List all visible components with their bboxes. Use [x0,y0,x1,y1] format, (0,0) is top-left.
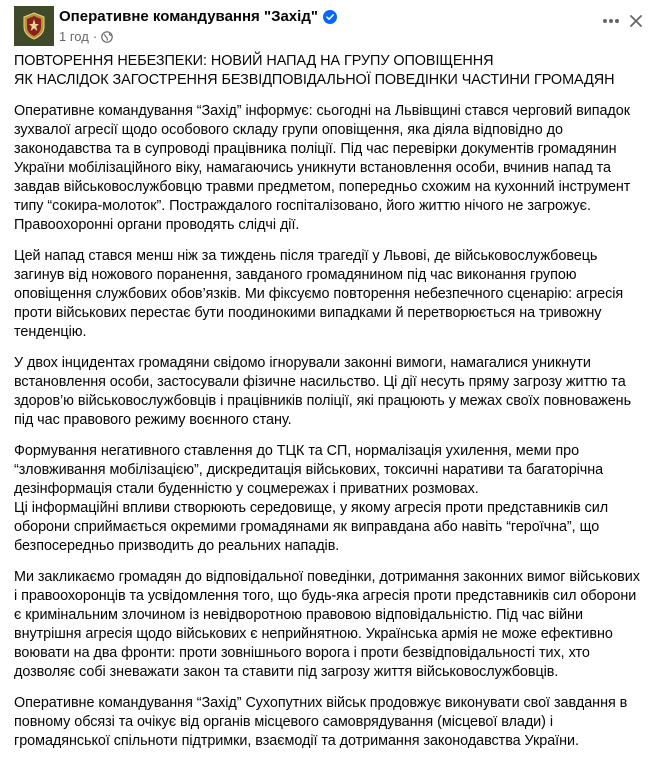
paragraph-4 [14,442,644,556]
headline-line-2: ЯК НАСЛІДОК ЗАГОСТРЕННЯ БЕЗВІДПОВІДАЛЬНОЇ ПОВЕДІНКИ ЧАСТИНИ ГРОМАДЯН [14,72,615,88]
paragraph-5: Ми закликаємо громадян до відповідальної поведінки, дотримання законних вимог військових і правоохоронців та усвідомлення того, що будь-яка агресія проти представників сил оборони є кримінальним злочином із невідворотною правовою відповідальністю. Під час війни внутрішня агресія щодо військових є неприйнятною. Українська армія не може ефективно воювати на два фронти: проти зовнішнього ворога і проти безвідповідальності тих, хто дозволяє собі зневажати закон та ставити під загрозу життя військовослужбовців. [14,569,640,680]
paragraph-6: Оперативне командування “Захід” Сухопутних військ продовжує виконувати свої завдання в повному обсязі та очікує від органів місцевого самоврядування (місцевої влади) і громадянської спільноти підтримки, взаємодії та дотримання законодавства України. [14,695,628,749]
globe-icon [101,31,113,43]
more-dots-icon [602,18,620,24]
paragraph-4b: Ці інформаційні впливи створюють середовище, у якому агресія проти представників сил оборони сприймається окремими громадянами як виправдана або навіть “героїчна”, що безпосередньо призводить до реальних нападів. [14,500,609,554]
paragraph-3: У двох інцидентах громадяни свідомо ігнорували законні вимоги, намагалися уникнути встановлення особи, застосували фізичне насильство. Ці дії несуть пряму загрозу життю та здоров’ю військовослужбовців і працівників поліції, які працюють у межах своїх повноважень під час правового режиму воєнного стану. [14,355,632,428]
headline-line-1: ПОВТОРЕННЯ НЕБЕЗПЕКИ: НОВИЙ НАПАД НА ГРУПУ ОПОВІЩЕННЯ [14,53,494,69]
post-meta [59,29,113,44]
more-options-button[interactable] [600,10,622,32]
avatar[interactable] [14,6,54,46]
post-header [0,0,652,52]
post-author[interactable] [59,8,337,25]
paragraph-1: Оперативне командування “Захід” інформує: сьогодні на Львівщині стався черговий випадок зухвалої агресії щодо особового складу групи оповіщення, яка діяла відповідно до законодавства та в супроводі працівника поліції. Під час перевірки документів громадянин України мобілізаційного віку, намагаючись уникнути встановлення особи, вчинив напад та завдав військовослужбовцю травми предметом, попередньо схожим на кухонний інструмент типу “сокира-молоток”. Постраждалого госпіталізовано, його життю нічого не загрожує. Правоохоронні органи проводять слідчі дії. [14,103,631,233]
post-time[interactable]: 1 год [59,29,89,44]
paragraph-2: Цей напад стався менш ніж за тиждень після трагедії у Львові, де військовослужбовець загинув від ножового поранення, завданого громадянином під час виконання групою оповіщення службових обов’язків. Ми фіксуємо повторення небезпечного сценарію: агресія проти військових перестає бути поодинокими випадками й перетворюється на тривожну тенденцію. [14,248,624,340]
close-button[interactable] [626,11,646,31]
post-content [14,52,644,763]
close-icon [629,14,643,28]
paragraph-4a: Формування негативного ставлення до ТЦК та СП, нормалізація ухилення, меми про “зловживання мобілізацією”, дискредитація військових, токсичні наративи та багаторічна дезінформація стали буденністю у соцмережах і приватних розмовах. [14,443,604,497]
post-headline [14,52,644,90]
author-name[interactable]: Оперативне командування "Захід" [59,8,318,25]
meta-separator: · [92,29,98,44]
emblem-icon [14,6,54,46]
verified-badge-icon [323,10,337,24]
